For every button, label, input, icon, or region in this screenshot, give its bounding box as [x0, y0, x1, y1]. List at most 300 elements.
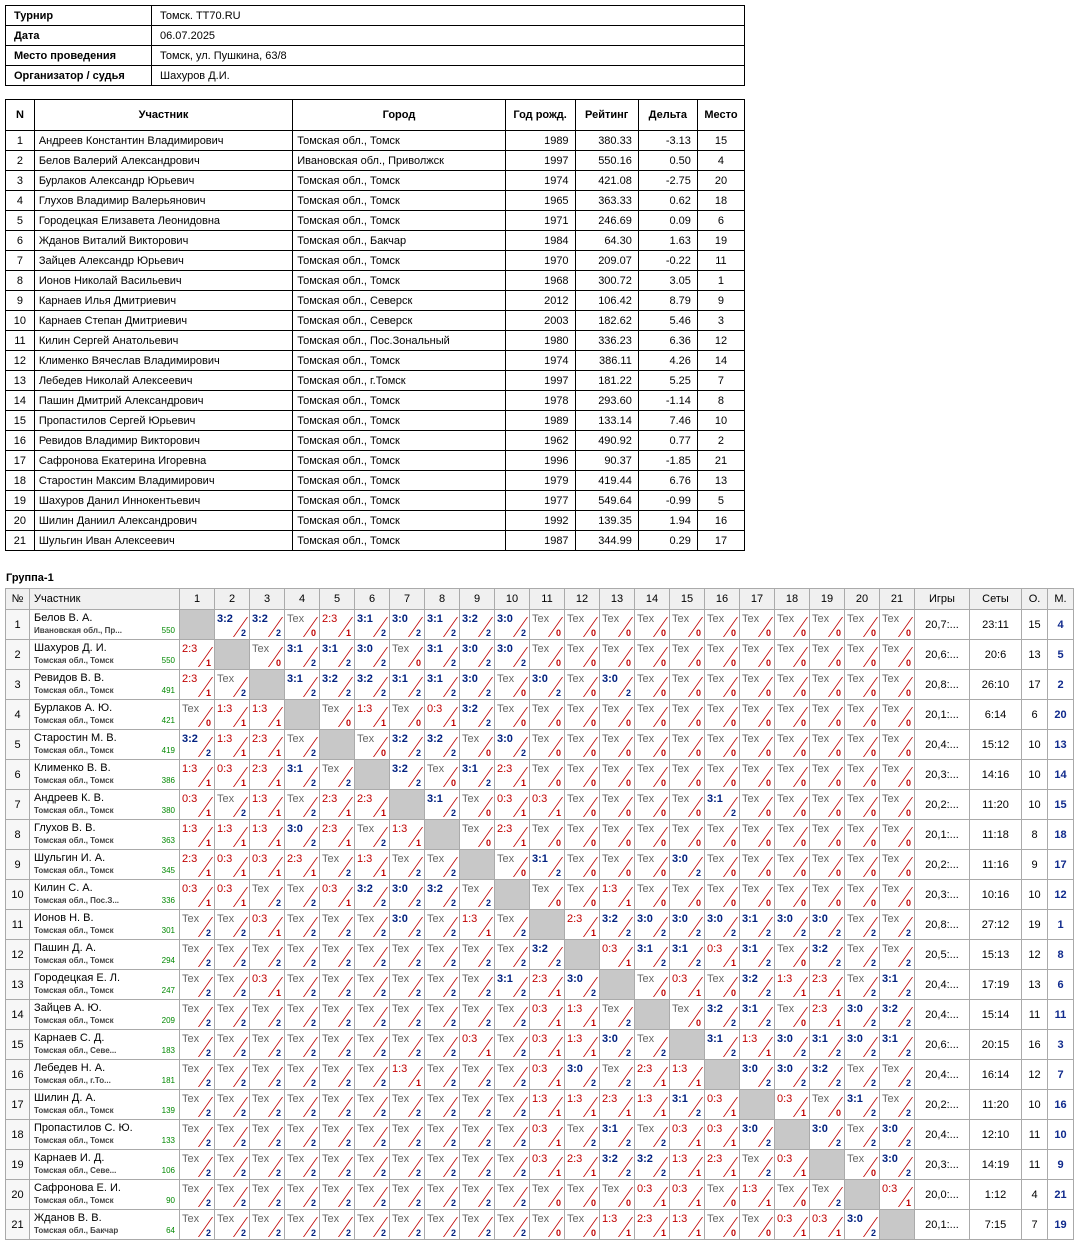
match-cell[interactable]: [740, 1000, 775, 1030]
match-cell[interactable]: [810, 910, 845, 940]
match-cell[interactable]: [320, 1120, 355, 1150]
match-cell[interactable]: [495, 1180, 530, 1210]
match-cell[interactable]: [180, 1180, 215, 1210]
match-cell[interactable]: [250, 610, 285, 640]
match-cell[interactable]: [740, 1030, 775, 1060]
match-cell[interactable]: [180, 1210, 215, 1240]
match-cell[interactable]: [635, 880, 670, 910]
match-cell[interactable]: [495, 760, 530, 790]
match-cell[interactable]: [460, 760, 495, 790]
match-cell[interactable]: [845, 850, 880, 880]
match-cell[interactable]: [390, 670, 425, 700]
match-cell[interactable]: [425, 1150, 460, 1180]
match-cell[interactable]: [355, 1060, 390, 1090]
match-cell[interactable]: [775, 970, 810, 1000]
match-cell[interactable]: [425, 730, 460, 760]
match-cell[interactable]: [215, 790, 250, 820]
match-cell[interactable]: [775, 1150, 810, 1180]
match-cell[interactable]: [670, 880, 705, 910]
match-cell[interactable]: [600, 1180, 635, 1210]
match-cell[interactable]: [250, 730, 285, 760]
match-cell[interactable]: [320, 820, 355, 850]
match-cell[interactable]: [320, 700, 355, 730]
match-cell[interactable]: [775, 1090, 810, 1120]
match-cell[interactable]: [390, 640, 425, 670]
match-cell[interactable]: [285, 730, 320, 760]
match-cell[interactable]: [320, 1000, 355, 1030]
match-cell[interactable]: [670, 1060, 705, 1090]
match-cell[interactable]: [460, 1120, 495, 1150]
match-cell[interactable]: [565, 760, 600, 790]
match-cell[interactable]: [285, 790, 320, 820]
match-cell[interactable]: [320, 970, 355, 1000]
match-cell[interactable]: [670, 670, 705, 700]
match-cell[interactable]: [425, 790, 460, 820]
match-cell[interactable]: [285, 1090, 320, 1120]
match-cell[interactable]: [285, 820, 320, 850]
match-cell[interactable]: [495, 1030, 530, 1060]
match-cell[interactable]: [180, 850, 215, 880]
match-cell[interactable]: [740, 820, 775, 850]
match-cell[interactable]: [530, 1150, 565, 1180]
match-cell[interactable]: [530, 730, 565, 760]
match-cell[interactable]: [250, 970, 285, 1000]
match-cell[interactable]: [775, 730, 810, 760]
match-cell[interactable]: [425, 940, 460, 970]
match-cell[interactable]: [740, 730, 775, 760]
match-cell[interactable]: [180, 700, 215, 730]
match-cell[interactable]: [355, 610, 390, 640]
match-cell[interactable]: [775, 700, 810, 730]
match-cell[interactable]: [635, 730, 670, 760]
match-cell[interactable]: [320, 1090, 355, 1120]
match-cell[interactable]: [775, 880, 810, 910]
match-cell[interactable]: [250, 1090, 285, 1120]
match-cell[interactable]: [635, 1060, 670, 1090]
match-cell[interactable]: [880, 880, 915, 910]
match-cell[interactable]: [285, 670, 320, 700]
match-cell[interactable]: [810, 1030, 845, 1060]
match-cell[interactable]: [740, 1120, 775, 1150]
match-cell[interactable]: [250, 700, 285, 730]
match-cell[interactable]: [425, 1000, 460, 1030]
match-cell[interactable]: [740, 610, 775, 640]
match-cell[interactable]: [250, 850, 285, 880]
match-cell[interactable]: [880, 940, 915, 970]
match-cell[interactable]: [670, 1180, 705, 1210]
match-cell[interactable]: [390, 940, 425, 970]
match-cell[interactable]: [565, 1060, 600, 1090]
match-cell[interactable]: [810, 850, 845, 880]
match-cell[interactable]: [390, 1060, 425, 1090]
match-cell[interactable]: [635, 670, 670, 700]
match-cell[interactable]: [180, 1030, 215, 1060]
match-cell[interactable]: [530, 760, 565, 790]
match-cell[interactable]: [845, 880, 880, 910]
match-cell[interactable]: [250, 1060, 285, 1090]
match-cell[interactable]: [845, 790, 880, 820]
match-cell[interactable]: [705, 610, 740, 640]
match-cell[interactable]: [880, 760, 915, 790]
match-cell[interactable]: [635, 700, 670, 730]
match-cell[interactable]: [740, 910, 775, 940]
match-cell[interactable]: [285, 1120, 320, 1150]
match-cell[interactable]: [600, 1150, 635, 1180]
match-cell[interactable]: [880, 820, 915, 850]
match-cell[interactable]: [180, 1090, 215, 1120]
match-cell[interactable]: [320, 760, 355, 790]
match-cell[interactable]: [775, 850, 810, 880]
match-cell[interactable]: [705, 1150, 740, 1180]
match-cell[interactable]: [530, 970, 565, 1000]
match-cell[interactable]: [565, 640, 600, 670]
match-cell[interactable]: [670, 820, 705, 850]
match-cell[interactable]: [880, 1120, 915, 1150]
match-cell[interactable]: [180, 940, 215, 970]
match-cell[interactable]: [250, 1210, 285, 1240]
match-cell[interactable]: [705, 700, 740, 730]
match-cell[interactable]: [355, 1030, 390, 1060]
match-cell[interactable]: [845, 1090, 880, 1120]
match-cell[interactable]: [775, 910, 810, 940]
match-cell[interactable]: [705, 1120, 740, 1150]
match-cell[interactable]: [670, 610, 705, 640]
match-cell[interactable]: [740, 670, 775, 700]
match-cell[interactable]: [775, 640, 810, 670]
match-cell[interactable]: [425, 700, 460, 730]
match-cell[interactable]: [285, 1030, 320, 1060]
match-cell[interactable]: [845, 1000, 880, 1030]
match-cell[interactable]: [565, 1180, 600, 1210]
match-cell[interactable]: [215, 760, 250, 790]
match-cell[interactable]: [810, 1060, 845, 1090]
match-cell[interactable]: [460, 640, 495, 670]
match-cell[interactable]: [600, 640, 635, 670]
match-cell[interactable]: [495, 1210, 530, 1240]
match-cell[interactable]: [215, 1090, 250, 1120]
match-cell[interactable]: [810, 1000, 845, 1030]
match-cell[interactable]: [775, 610, 810, 640]
match-cell[interactable]: [635, 850, 670, 880]
match-cell[interactable]: [845, 820, 880, 850]
match-cell[interactable]: [810, 1180, 845, 1210]
match-cell[interactable]: [565, 610, 600, 640]
match-cell[interactable]: [530, 790, 565, 820]
match-cell[interactable]: [880, 1030, 915, 1060]
match-cell[interactable]: [355, 1150, 390, 1180]
match-cell[interactable]: [740, 940, 775, 970]
match-cell[interactable]: [705, 850, 740, 880]
match-cell[interactable]: [460, 730, 495, 760]
match-cell[interactable]: [425, 970, 460, 1000]
match-cell[interactable]: [670, 730, 705, 760]
match-cell[interactable]: [705, 760, 740, 790]
match-cell[interactable]: [425, 1210, 460, 1240]
match-cell[interactable]: [740, 1150, 775, 1180]
match-cell[interactable]: [390, 910, 425, 940]
match-cell[interactable]: [320, 1210, 355, 1240]
match-cell[interactable]: [180, 970, 215, 1000]
match-cell[interactable]: [600, 790, 635, 820]
match-cell[interactable]: [600, 1090, 635, 1120]
match-cell[interactable]: [880, 850, 915, 880]
match-cell[interactable]: [775, 1060, 810, 1090]
match-cell[interactable]: [530, 880, 565, 910]
match-cell[interactable]: [250, 820, 285, 850]
match-cell[interactable]: [880, 640, 915, 670]
match-cell[interactable]: [880, 1000, 915, 1030]
match-cell[interactable]: [670, 970, 705, 1000]
match-cell[interactable]: [845, 730, 880, 760]
match-cell[interactable]: [495, 940, 530, 970]
match-cell[interactable]: [635, 940, 670, 970]
match-cell[interactable]: [600, 670, 635, 700]
match-cell[interactable]: [215, 1180, 250, 1210]
match-cell[interactable]: [460, 700, 495, 730]
match-cell[interactable]: [355, 640, 390, 670]
match-cell[interactable]: [565, 670, 600, 700]
match-cell[interactable]: [250, 1180, 285, 1210]
match-cell[interactable]: [810, 1120, 845, 1150]
match-cell[interactable]: [285, 1210, 320, 1240]
match-cell[interactable]: [705, 730, 740, 760]
match-cell[interactable]: [355, 970, 390, 1000]
match-cell[interactable]: [670, 850, 705, 880]
match-cell[interactable]: [635, 610, 670, 640]
match-cell[interactable]: [215, 1150, 250, 1180]
match-cell[interactable]: [285, 640, 320, 670]
match-cell[interactable]: [355, 790, 390, 820]
match-cell[interactable]: [810, 670, 845, 700]
match-cell[interactable]: [705, 1210, 740, 1240]
match-cell[interactable]: [460, 1030, 495, 1060]
match-cell[interactable]: [810, 640, 845, 670]
match-cell[interactable]: [495, 1150, 530, 1180]
match-cell[interactable]: [845, 1030, 880, 1060]
match-cell[interactable]: [530, 1120, 565, 1150]
match-cell[interactable]: [215, 610, 250, 640]
match-cell[interactable]: [215, 1210, 250, 1240]
match-cell[interactable]: [530, 820, 565, 850]
match-cell[interactable]: [495, 970, 530, 1000]
match-cell[interactable]: [600, 820, 635, 850]
match-cell[interactable]: [880, 1150, 915, 1180]
match-cell[interactable]: [600, 760, 635, 790]
match-cell[interactable]: [355, 1180, 390, 1210]
match-cell[interactable]: [355, 820, 390, 850]
match-cell[interactable]: [250, 940, 285, 970]
match-cell[interactable]: [495, 730, 530, 760]
match-cell[interactable]: [565, 880, 600, 910]
match-cell[interactable]: [600, 910, 635, 940]
match-cell[interactable]: [215, 880, 250, 910]
match-cell[interactable]: [460, 1000, 495, 1030]
match-cell[interactable]: [355, 850, 390, 880]
match-cell[interactable]: [880, 1060, 915, 1090]
match-cell[interactable]: [250, 1000, 285, 1030]
match-cell[interactable]: [740, 850, 775, 880]
match-cell[interactable]: [565, 1090, 600, 1120]
match-cell[interactable]: [355, 940, 390, 970]
match-cell[interactable]: [740, 700, 775, 730]
match-cell[interactable]: [460, 1180, 495, 1210]
match-cell[interactable]: [530, 700, 565, 730]
match-cell[interactable]: [495, 790, 530, 820]
match-cell[interactable]: [320, 850, 355, 880]
match-cell[interactable]: [285, 760, 320, 790]
match-cell[interactable]: [600, 610, 635, 640]
match-cell[interactable]: [355, 910, 390, 940]
match-cell[interactable]: [180, 670, 215, 700]
match-cell[interactable]: [530, 1000, 565, 1030]
match-cell[interactable]: [530, 1060, 565, 1090]
match-cell[interactable]: [810, 970, 845, 1000]
match-cell[interactable]: [705, 640, 740, 670]
match-cell[interactable]: [845, 910, 880, 940]
match-cell[interactable]: [495, 850, 530, 880]
match-cell[interactable]: [390, 730, 425, 760]
match-cell[interactable]: [600, 1030, 635, 1060]
match-cell[interactable]: [740, 970, 775, 1000]
match-cell[interactable]: [390, 1000, 425, 1030]
match-cell[interactable]: [320, 640, 355, 670]
match-cell[interactable]: [320, 940, 355, 970]
match-cell[interactable]: [635, 820, 670, 850]
match-cell[interactable]: [285, 850, 320, 880]
match-cell[interactable]: [390, 1120, 425, 1150]
match-cell[interactable]: [845, 1210, 880, 1240]
match-cell[interactable]: [495, 1090, 530, 1120]
match-cell[interactable]: [530, 850, 565, 880]
match-cell[interactable]: [460, 820, 495, 850]
match-cell[interactable]: [285, 1000, 320, 1030]
match-cell[interactable]: [705, 1030, 740, 1060]
match-cell[interactable]: [810, 1090, 845, 1120]
match-cell[interactable]: [775, 760, 810, 790]
match-cell[interactable]: [285, 910, 320, 940]
match-cell[interactable]: [880, 910, 915, 940]
match-cell[interactable]: [320, 1030, 355, 1060]
match-cell[interactable]: [180, 820, 215, 850]
match-cell[interactable]: [635, 1180, 670, 1210]
match-cell[interactable]: [565, 1030, 600, 1060]
match-cell[interactable]: [530, 1180, 565, 1210]
match-cell[interactable]: [670, 1120, 705, 1150]
match-cell[interactable]: [250, 1150, 285, 1180]
match-cell[interactable]: [215, 820, 250, 850]
match-cell[interactable]: [250, 760, 285, 790]
match-cell[interactable]: [565, 700, 600, 730]
match-cell[interactable]: [530, 1030, 565, 1060]
match-cell[interactable]: [180, 760, 215, 790]
match-cell[interactable]: [215, 1000, 250, 1030]
match-cell[interactable]: [180, 730, 215, 760]
match-cell[interactable]: [215, 970, 250, 1000]
match-cell[interactable]: [740, 790, 775, 820]
match-cell[interactable]: [670, 940, 705, 970]
match-cell[interactable]: [250, 1030, 285, 1060]
match-cell[interactable]: [425, 610, 460, 640]
match-cell[interactable]: [705, 970, 740, 1000]
match-cell[interactable]: [320, 880, 355, 910]
match-cell[interactable]: [810, 610, 845, 640]
match-cell[interactable]: [425, 880, 460, 910]
match-cell[interactable]: [390, 880, 425, 910]
match-cell[interactable]: [600, 1000, 635, 1030]
match-cell[interactable]: [285, 970, 320, 1000]
match-cell[interactable]: [285, 610, 320, 640]
match-cell[interactable]: [705, 880, 740, 910]
match-cell[interactable]: [705, 670, 740, 700]
match-cell[interactable]: [180, 640, 215, 670]
match-cell[interactable]: [810, 730, 845, 760]
match-cell[interactable]: [215, 940, 250, 970]
match-cell[interactable]: [530, 640, 565, 670]
match-cell[interactable]: [845, 1150, 880, 1180]
match-cell[interactable]: [670, 910, 705, 940]
match-cell[interactable]: [740, 640, 775, 670]
match-cell[interactable]: [775, 1180, 810, 1210]
match-cell[interactable]: [565, 790, 600, 820]
match-cell[interactable]: [460, 880, 495, 910]
match-cell[interactable]: [180, 1000, 215, 1030]
match-cell[interactable]: [495, 700, 530, 730]
match-cell[interactable]: [775, 790, 810, 820]
match-cell[interactable]: [460, 1150, 495, 1180]
match-cell[interactable]: [670, 790, 705, 820]
match-cell[interactable]: [285, 1180, 320, 1210]
match-cell[interactable]: [670, 640, 705, 670]
match-cell[interactable]: [670, 1150, 705, 1180]
match-cell[interactable]: [250, 910, 285, 940]
match-cell[interactable]: [390, 1150, 425, 1180]
match-cell[interactable]: [705, 1000, 740, 1030]
match-cell[interactable]: [215, 850, 250, 880]
match-cell[interactable]: [600, 940, 635, 970]
match-cell[interactable]: [810, 940, 845, 970]
match-cell[interactable]: [460, 910, 495, 940]
match-cell[interactable]: [635, 910, 670, 940]
match-cell[interactable]: [425, 1180, 460, 1210]
match-cell[interactable]: [845, 1060, 880, 1090]
match-cell[interactable]: [565, 1000, 600, 1030]
match-cell[interactable]: [425, 760, 460, 790]
match-cell[interactable]: [250, 640, 285, 670]
match-cell[interactable]: [425, 670, 460, 700]
match-cell[interactable]: [880, 670, 915, 700]
match-cell[interactable]: [215, 670, 250, 700]
match-cell[interactable]: [530, 1090, 565, 1120]
match-cell[interactable]: [810, 790, 845, 820]
match-cell[interactable]: [180, 790, 215, 820]
match-cell[interactable]: [635, 1120, 670, 1150]
match-cell[interactable]: [600, 850, 635, 880]
match-cell[interactable]: [285, 880, 320, 910]
match-cell[interactable]: [215, 1060, 250, 1090]
match-cell[interactable]: [390, 610, 425, 640]
match-cell[interactable]: [355, 1120, 390, 1150]
match-cell[interactable]: [810, 880, 845, 910]
match-cell[interactable]: [880, 1090, 915, 1120]
match-cell[interactable]: [565, 850, 600, 880]
match-cell[interactable]: [495, 670, 530, 700]
match-cell[interactable]: [600, 1210, 635, 1240]
match-cell[interactable]: [670, 700, 705, 730]
match-cell[interactable]: [670, 1000, 705, 1030]
match-cell[interactable]: [425, 910, 460, 940]
match-cell[interactable]: [565, 1150, 600, 1180]
match-cell[interactable]: [740, 880, 775, 910]
